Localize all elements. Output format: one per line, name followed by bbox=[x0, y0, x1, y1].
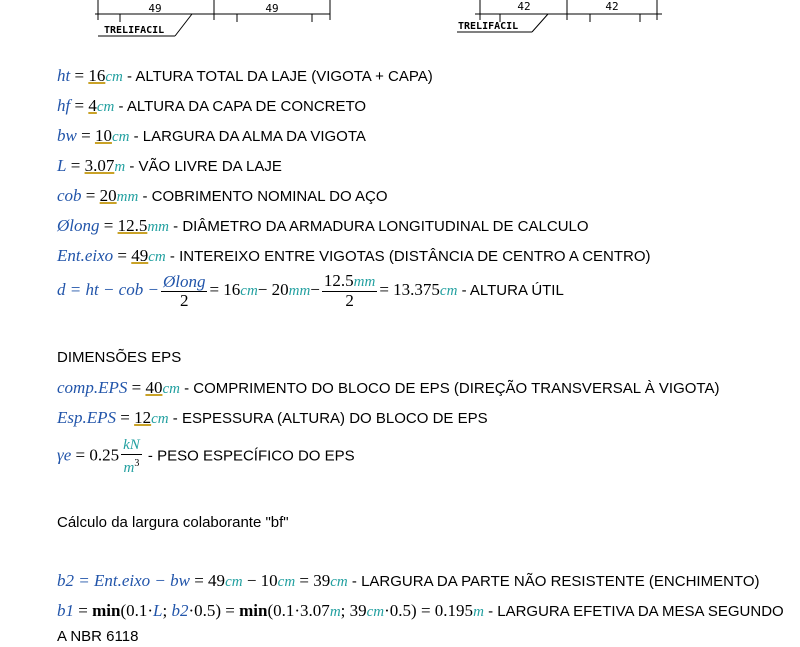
ht-line: ht = 16cm - ALTURA TOTAL DA LAJE (VIGOTA + CAPA) bbox=[57, 66, 433, 85]
left-trelifacil-label: TRELIFACIL bbox=[104, 25, 165, 36]
right-dim-2: 42 bbox=[605, 0, 619, 13]
olong-line: Ølong = 12.5mm - DIÂMETRO DA ARMADURA LONGITUDINAL DE CALCULO bbox=[57, 216, 589, 235]
ye-line: γe = 0.25 $\frac{kN}{m^3}$ - PESO ESPECÍFICO DO EPS bbox=[57, 437, 355, 476]
d-formula-line: d = ht − cob − $\frac{\text{Ølong}}{2}$ = 16cm− 20mm− $\frac{12.5mm}{2}$ = 13.375cm - ALTURA ÚTIL bbox=[57, 271, 564, 310]
esp-eps-line: Esp.EPS = 12cm - ESPESSURA (ALTURA) DO BLOCO DE EPS bbox=[57, 408, 488, 427]
comp-eps-line: comp.EPS = 40cm - COMPRIMENTO DO BLOCO DE EPS (DIREÇÃO TRANSVERSAL À VIGOTA) bbox=[57, 378, 720, 397]
L-line: L = 3.07m - VÃO LIVRE DA LAJE bbox=[57, 156, 282, 175]
b2-line: b2 = Ent.eixo − bw = 49cm − 10cm = 39cm - LARGURA DA PARTE NÃO RESISTENTE (ENCHIMENTO) bbox=[57, 571, 760, 590]
kn-per-m3-fraction: $\frac{kN}{m^3}$ bbox=[123, 437, 140, 476]
hf-line: hf = 4cm - ALTURA DA CAPA DE CONCRETO bbox=[57, 96, 367, 115]
cob-line: cob = 20mm - COBRIMENTO NOMINAL DO AÇO bbox=[57, 186, 388, 205]
eps-heading: DIMENSÕES EPS bbox=[57, 349, 182, 366]
slab-section-drawing bbox=[0, 0, 800, 40]
left-dim-1: 49 bbox=[148, 2, 162, 15]
right-trelifacil-label: TRELIFACIL bbox=[458, 21, 519, 32]
b1-line: b1 = min(0.1·L; b2·0.5) = min(0.1·3.07m; 39cm·0.5) = 0.195m - LARGURA EFETIVA DA MESA SEGUNDO bbox=[57, 601, 784, 620]
left-dim-2: 49 bbox=[265, 2, 279, 15]
bw-line: bw = 10cm - LARGURA DA ALMA DA VIGOTA bbox=[57, 126, 366, 145]
right-dim-1: 42 bbox=[517, 0, 531, 13]
olong-over-2-fraction: $\frac{\text{Ølong}}{2}$ bbox=[162, 271, 206, 310]
bf-heading: Cálculo da largura colaborante "bf" bbox=[57, 514, 289, 531]
cob-over-2-fraction: $\frac{12.5mm}{2}$ bbox=[323, 271, 376, 310]
enteixo-line: Ent.eixo = 49cm - INTEREIXO ENTRE VIGOTAS (DISTÂNCIA DE CENTRO A CENTRO) bbox=[57, 246, 651, 265]
b1-line-continuation: A NBR 6118 bbox=[57, 628, 139, 645]
